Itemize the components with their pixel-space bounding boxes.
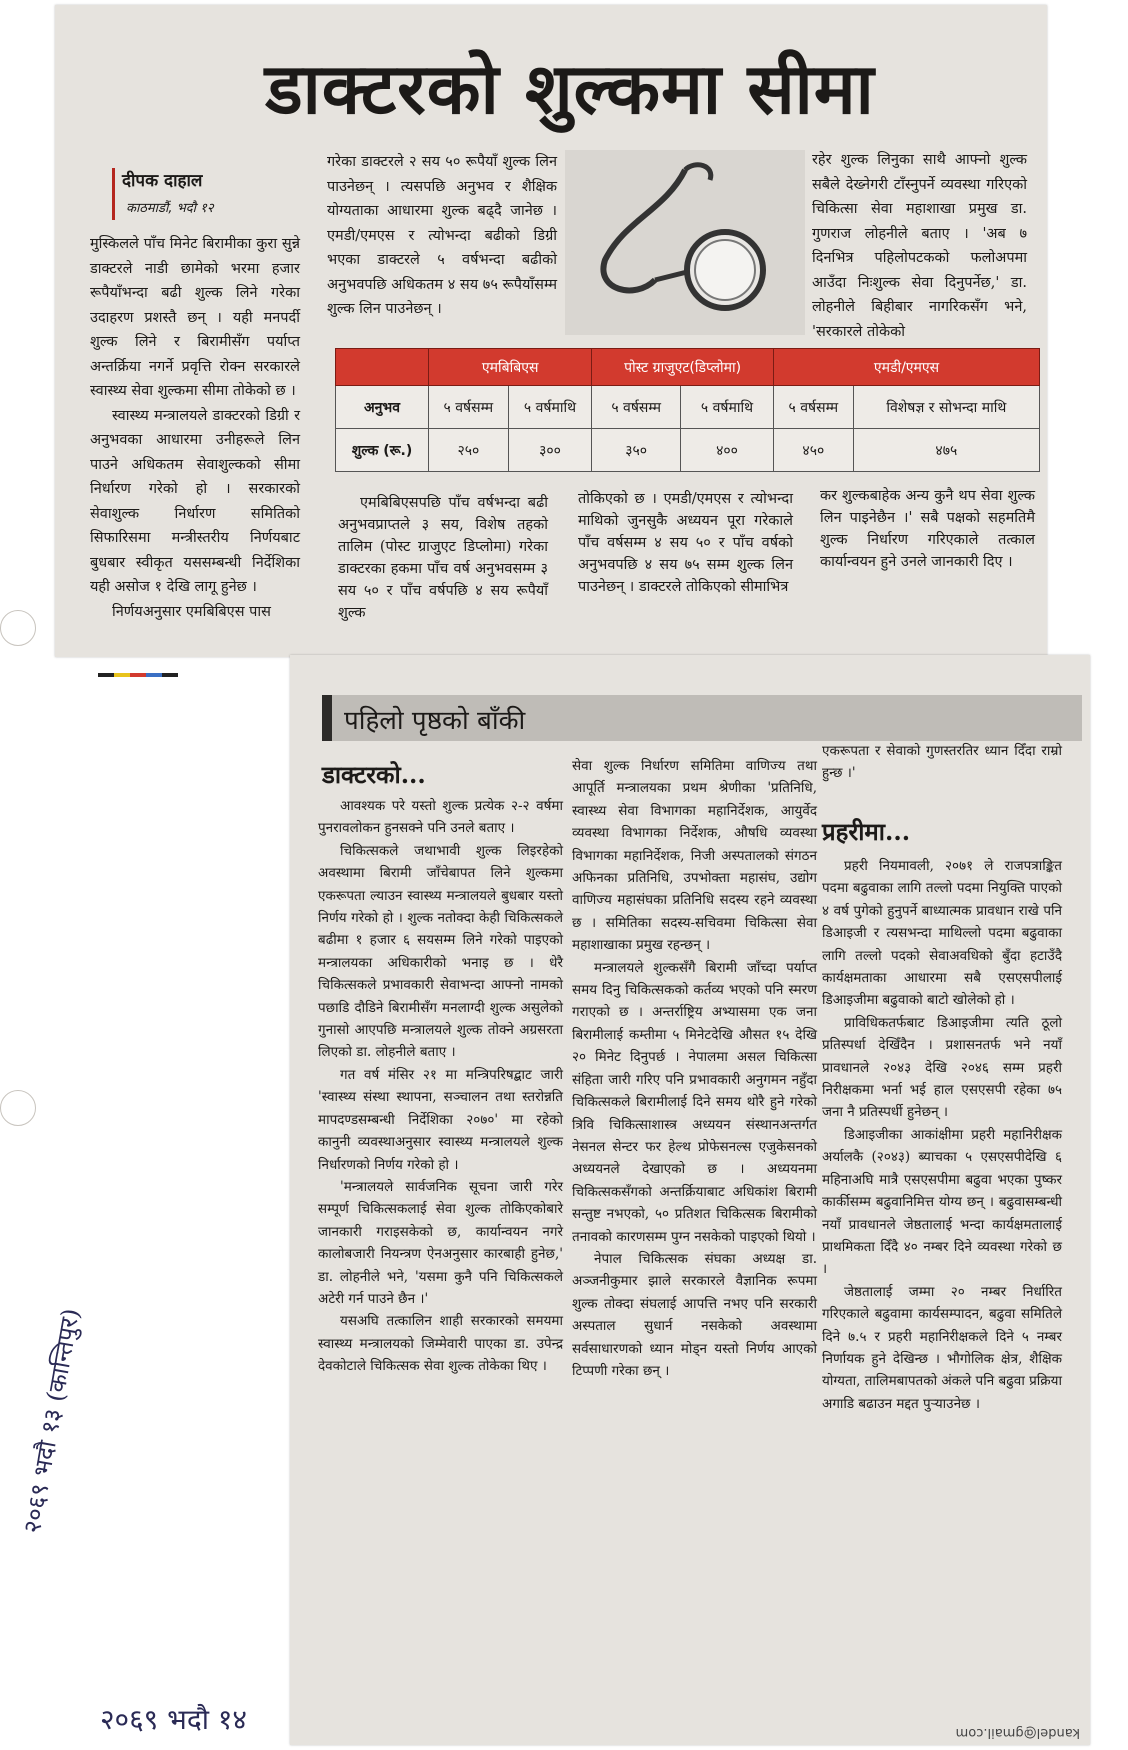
paragraph: गत वर्ष मंसिर २१ मा मन्त्रिपरिषद्बाट जारी 'स्वास्थ्य संस्था स्थापना, सञ्चालन तथा स्तरोन्नति मापदण्डसम्बन्धी निर्देशिका २०७०' मा रहेको कानुनी व्यवस्थाअनुसार स्वास्थ्य मन्त्रालयले शुल्क निर्धारणको निर्णय गरेको हो । [318, 1066, 563, 1173]
color-strip [98, 662, 178, 666]
stethoscope-icon [565, 150, 805, 335]
below-table-col-1 [338, 492, 548, 624]
punch-hole [0, 610, 36, 646]
story2-column [822, 855, 1062, 1415]
punch-hole [0, 1090, 36, 1126]
table-group-header: एमबिबिएस [429, 349, 592, 386]
story2-headline: प्रहरीमा... [822, 817, 911, 846]
table-row [336, 386, 1040, 429]
story1-headline: डाक्टरको... [322, 760, 426, 789]
table-cell: ३५० [592, 429, 681, 472]
table-cell: ४५० [773, 429, 853, 472]
table-cell: ४७५ [853, 429, 1039, 472]
paragraph: तोकिएको छ । एमडी/एमएस र त्योभन्दा माथिको जुनसुकै अध्ययन पूरा गरेकाले पाँच वर्षसम्म ४ सय ५० र पाँच वर्षको अनुभवपछि ४ सय ७५ सम्म शुल्क लिन पाउनेछन् । डाक्टरले तोकिएको सीमाभित्र [578, 491, 793, 595]
paragraph: डिआइजीका आकांक्षीमा प्रहरी महानिरीक्षक अर्यालकै (२०४३) ब्याचका ५ एसएसपीदेखि ६ महिनाअघि मात्रै एसएसपीमा बढुवा भएका पुष्कर कार्कीसम्म बढुवानिमित्त योग्य छन् । बढुवासम्बन्धी नयाँ प्रावधानले जेष्ठतालाई भन्दा कार्यक्षमतालाई प्राथमिकता दिँदै ४० नम्बर दिने व्यवस्था गरेको छ । [822, 1126, 1062, 1278]
row-label: शुल्क (रू.) [336, 429, 429, 472]
paragraph: गरेका डाक्टरले २ सय ५० रूपैयाँ शुल्क लिन पाउनेछन् । त्यसपछि अनुभव र शैक्षिक योग्यताका आधारमा शुल्क बढ्दै जानेछ । एमडी/एमएस र त्योभन्दा बढीको डिग्री भएका डाक्टरले ५ वर्षभन्दा बढीको अनुभवपछि अधिकतम ४ सय ७५ रूपैयाँसम्म शुल्क लिन पाउनेछन् । [327, 154, 557, 317]
story1-column-2 [572, 755, 817, 1382]
row-label: अनुभव [336, 386, 429, 429]
paragraph: यसअघि तत्कालिन शाही सरकारको समयमा स्वास्थ्य मन्त्रालयको जिम्मेवारी पाएका डा. उपेन्द्र देवकोटाले चिकित्सक सेवा शुल्क तोकेका थिए । [318, 1313, 563, 1375]
byline-author: दीपक दाहाल [122, 171, 203, 191]
paragraph: जेष्ठतालाई जम्मा २० नम्बर निर्धारित गरिएकाले बढुवामा कार्यसम्पादन, बढुवा समितिले दिने ७.५ र प्रहरी महानिरीक्षकले दिने ५ नम्बर निर्णायक हुने देखिन्छ । भौगोलिक क्षेत्र, शैक्षिक योग्यता, तालिमबापतको अंकले पनि बढुवा प्रक्रिया अगाडि बढाउन मद्दत पुर्‍याउनेछ । [822, 1283, 1062, 1412]
paragraph: प्राविधिकतर्फबाट डिआइजीमा त्यति ठूलो प्रतिस्पर्धा देखिँदैन । प्रशासनतर्फ भने नयाँ प्रावधानले २०४३ देखि २०४६ सम्म प्रहरी निरीक्षकमा भर्ना भई हाल एसएसपी रहेका ७५ जना नै प्रतिस्पर्धी हुनेछन् । [822, 1014, 1062, 1121]
table-group-header: एमडी/एमएस [773, 349, 1039, 386]
paragraph: मुस्किलले पाँच मिनेट बिरामीका कुरा सुन्ने डाक्टरले नाडी छामेको भरमा हजार रूपैयाँभन्दा बढी शुल्क लिने गरेका उदाहरण प्रशस्तै छन् । यही मनपर्दी शुल्क लिने र बिरामीसँग पर्याप्त अन्तर्क्रिया नगर्ने प्रवृत्ति रोक्न सरकारले स्वास्थ्य सेवा शुल्कमा सीमा तोकेको छ । [90, 236, 300, 399]
table-cell: ५ वर्षसम्म [592, 386, 681, 429]
table-cell: ५ वर्षसम्म [429, 386, 509, 429]
story-column-1 [90, 232, 300, 624]
section-header [322, 695, 1082, 741]
section-marker [322, 695, 332, 741]
stethoscope-image [565, 150, 805, 335]
footer-stamp: kandel@gmail.com [955, 1725, 1080, 1740]
table-group-header: पोस्ट ग्राजुएट(डिप्लोमा) [592, 349, 774, 386]
paragraph: एकरूपता र सेवाको गुणस्तरतिर ध्यान दिँदा राम्रो हुन्छ ।' [822, 743, 1062, 782]
table-cell: २५० [429, 429, 509, 472]
table-cell: ४०० [680, 429, 773, 472]
byline-bar [112, 168, 115, 220]
paragraph: आवश्यक परे यस्तो शुल्क प्रत्येक २-२ वर्षमा पुनरावलोकन हुनसक्ने पनि उनले बताए । [318, 798, 563, 837]
table-corner [336, 349, 429, 386]
table-row [336, 429, 1040, 472]
paragraph: सेवा शुल्क निर्धारण समितिमा वाणिज्य तथा आपूर्ति मन्त्रालयका प्रथम श्रेणीका 'प्रतिनिधि, स्वास्थ्य सेवा विभागका महानिर्देशक, आयुर्वेद व्यवस्था विभागका निर्देशक, औषधि व्यवस्था विभागका महानिर्देशक, निजी अस्पतालको संगठन अफिनका प्रतिनिधि, उपभोक्ता महासंघ, उद्योग वाणिज्य महासंघका प्रतिनिधि सदस्य रहने व्यवस्था छ । समितिका सदस्य-सचिवमा चिकित्सा सेवा महाशाखाका प्रमुख रहन्छन् । [572, 758, 817, 954]
headline: डाक्टरको शुल्कमा सीमा [265, 47, 875, 130]
handwritten-date-vertical: २०६९ भदौ १३ (कान्तिपुर) [17, 1306, 86, 1536]
paragraph: एमबिबिएसपछि पाँच वर्षभन्दा बढी अनुभवप्राप्तले ३ सय, विशेष तहको तालिम (पोस्ट ग्राजुएट डिप्लोमा) गरेका डाक्टरका हकमा पाँच वर्ष अनुभवसम्म ३ सय ५० र पाँच वर्षपछि ४ सय रूपैयाँ शुल्क [338, 495, 548, 621]
paragraph: मन्त्रालयले शुल्कसँगै बिरामी जाँच्दा पर्याप्त समय दिनु चिकित्सकको कर्तव्य भएको पनि स्मरण गराएको छ । अन्तर्राष्ट्रिय अभ्यासमा एक जना बिरामीलाई कम्तीमा ५ मिनेटदेखि औसत १५ देखि २० मिनेट दिनुपर्छ । नेपालमा असल चिकित्सा संहिता जारी गरिए पनि प्रभावकारी अनुगमन नहुँदा चिकित्सकले बिरामीलाई दिने समय थोरै हुने गरेको त्रिवि चिकित्साशास्त्र अध्ययन संस्थानअन्तर्गत नेसनल सेन्टर फर हेल्थ प्रोफेसनल्स एजुकेसनको अध्ययनले देखाएको छ । अध्ययनमा चिकित्सकसँगको अन्तर्क्रियाबाट अधिकांश बिरामी सन्तुष्ट नभएको, ५० प्रतिशत चिकित्सक बिरामीको तनावको कारणसम्म पुग्न नसकेको पाइएको थियो । [572, 959, 817, 1245]
paragraph: चिकित्सकले जथाभावी शुल्क लिइरहेको अवस्थामा बिरामी जाँचेबापत लिने शुल्कमा एकरूपता ल्याउन स्वास्थ्य मन्त्रालयले बुधबार यस्तो निर्णय गरेको हो । शुल्क नतोक्दा केही चिकित्सकले बढीमा १ हजार ६ सयसम्म लिने गरेको पाइएको मन्त्रालयका अधिकारीको भनाइ छ । धेरै चिकित्सकले प्रभावकारी सेवाभन्दा आफ्नो नामको पछाडि दौडिने बिरामीसँग मनलाग्दी शुल्क असुलेको गुनासो आएपछि मन्त्रालयले शुल्क तोक्ने अग्रसरता लिएको डा. लोहनीले बताए । [318, 842, 563, 1061]
paragraph: रहेर शुल्क लिनुका साथै आफ्नो शुल्क सबैले देख्नेगरी टाँस्नुपर्ने व्यवस्था गरिएको चिकित्सा सेवा महाशाखा प्रमुख डा. गुणराज लोहनीले बताए । 'अब ७ दिनभित्र पहिलोपटकको फलोअपमा आउँदा निःशुल्क सेवा दिनुपर्नेछ,' डा. लोहनीले बिहीबार नागरिकसँग भने, 'सरकारले तोकेको [812, 152, 1027, 340]
paragraph: प्रहरी नियमावली, २०७१ ले राजपत्राङ्कित पदमा बढुवाका लागि तल्लो पदमा नियुक्ति पाएको ४ वर्ष पुगेको हुनुपर्ने बाध्यात्मक प्रावधान राखे पनि डिआइजी र त्यसभन्दा माथिल्लो पदमा बढुवाका लागि तल्लो पदको सेवाअवधिको बुँदा हटाउँदै कार्यक्षमताका आधारमा सबै एसएसपीलाई डिआइजीमा बढुवाको बाटो खोलेको हो । [822, 858, 1062, 1009]
table-cell: ५ वर्षमाथि [508, 386, 592, 429]
paragraph: 'मन्त्रालयले सार्वजनिक सूचना जारी गरेर सम्पूर्ण चिकित्सकलाई सेवा शुल्क तोकिएकोबारे जानकारी गराइसकेको छ, कार्यान्वयन नगरे कालोबजारी नियन्त्रण ऐनअनुसार कारबाही हुनेछ,' डा. लोहनीले भने, 'यसमा कुनै पनि चिकित्सकले अटेरी गर्न पाउने छैन ।' [318, 1178, 563, 1307]
story-column-2 [327, 150, 557, 322]
paragraph: निर्णयअनुसार एमबिबिएस पास [112, 603, 271, 620]
paragraph: कर शुल्कबाहेक अन्य कुनै थप सेवा शुल्क लिन पाइनेछैन ।' सबै पक्षको सहमतिमै शुल्क निर्धारण गरिएकाले तत्काल कार्यान्वयन हुने उनले जानकारी दिए । [820, 488, 1035, 570]
fee-table [335, 348, 1040, 472]
handwritten-date: २०६९ भदौ १४ [100, 1703, 247, 1736]
below-table-col-2 [578, 488, 793, 598]
table-cell: ५ वर्षमाथि [680, 386, 773, 429]
dateline: काठमाडौं, भदौ १२ [126, 201, 214, 216]
section-title: पहिलो पृष्ठको बाँकी [344, 706, 526, 736]
below-table-col-3 [820, 485, 1035, 573]
paragraph: स्वास्थ्य मन्त्रालयले डाक्टरको डिग्री र अनुभवका आधारमा उनीहरूले लिन पाउने अधिकतम सेवाशुल्कको सीमा निर्धारण गरेको हो । सरकारको सेवाशुल्क निर्धारण समितिको सिफारिसमा मन्त्रीस्तरीय निर्णयबाट बुधबार स्वीकृत यससम्बन्धी निर्देशिका यही असोज १ देखि लागू हुनेछ । [90, 407, 300, 595]
table-cell: विशेषज्ञ र सोभन्दा माथि [853, 386, 1039, 429]
story1-column-1 [318, 795, 563, 1378]
table-cell: ५ वर्षसम्म [773, 386, 853, 429]
paragraph: नेपाल चिकित्सक संघका अध्यक्ष डा. अञ्जनीकुमार झाले सरकारले वैज्ञानिक रूपमा शुल्क तोक्दा संघलाई आपत्ति नभए पनि सरकारी अस्पताल सुधार्न नसकेको अवस्थामा सर्वसाधारणको ध्यान मोड्न यस्तो निर्णय आएको टिप्पणी गरेका छन् । [572, 1250, 817, 1379]
story2-intro [822, 740, 1062, 785]
table-cell: ३०० [508, 429, 592, 472]
story-column-3 [812, 148, 1027, 344]
